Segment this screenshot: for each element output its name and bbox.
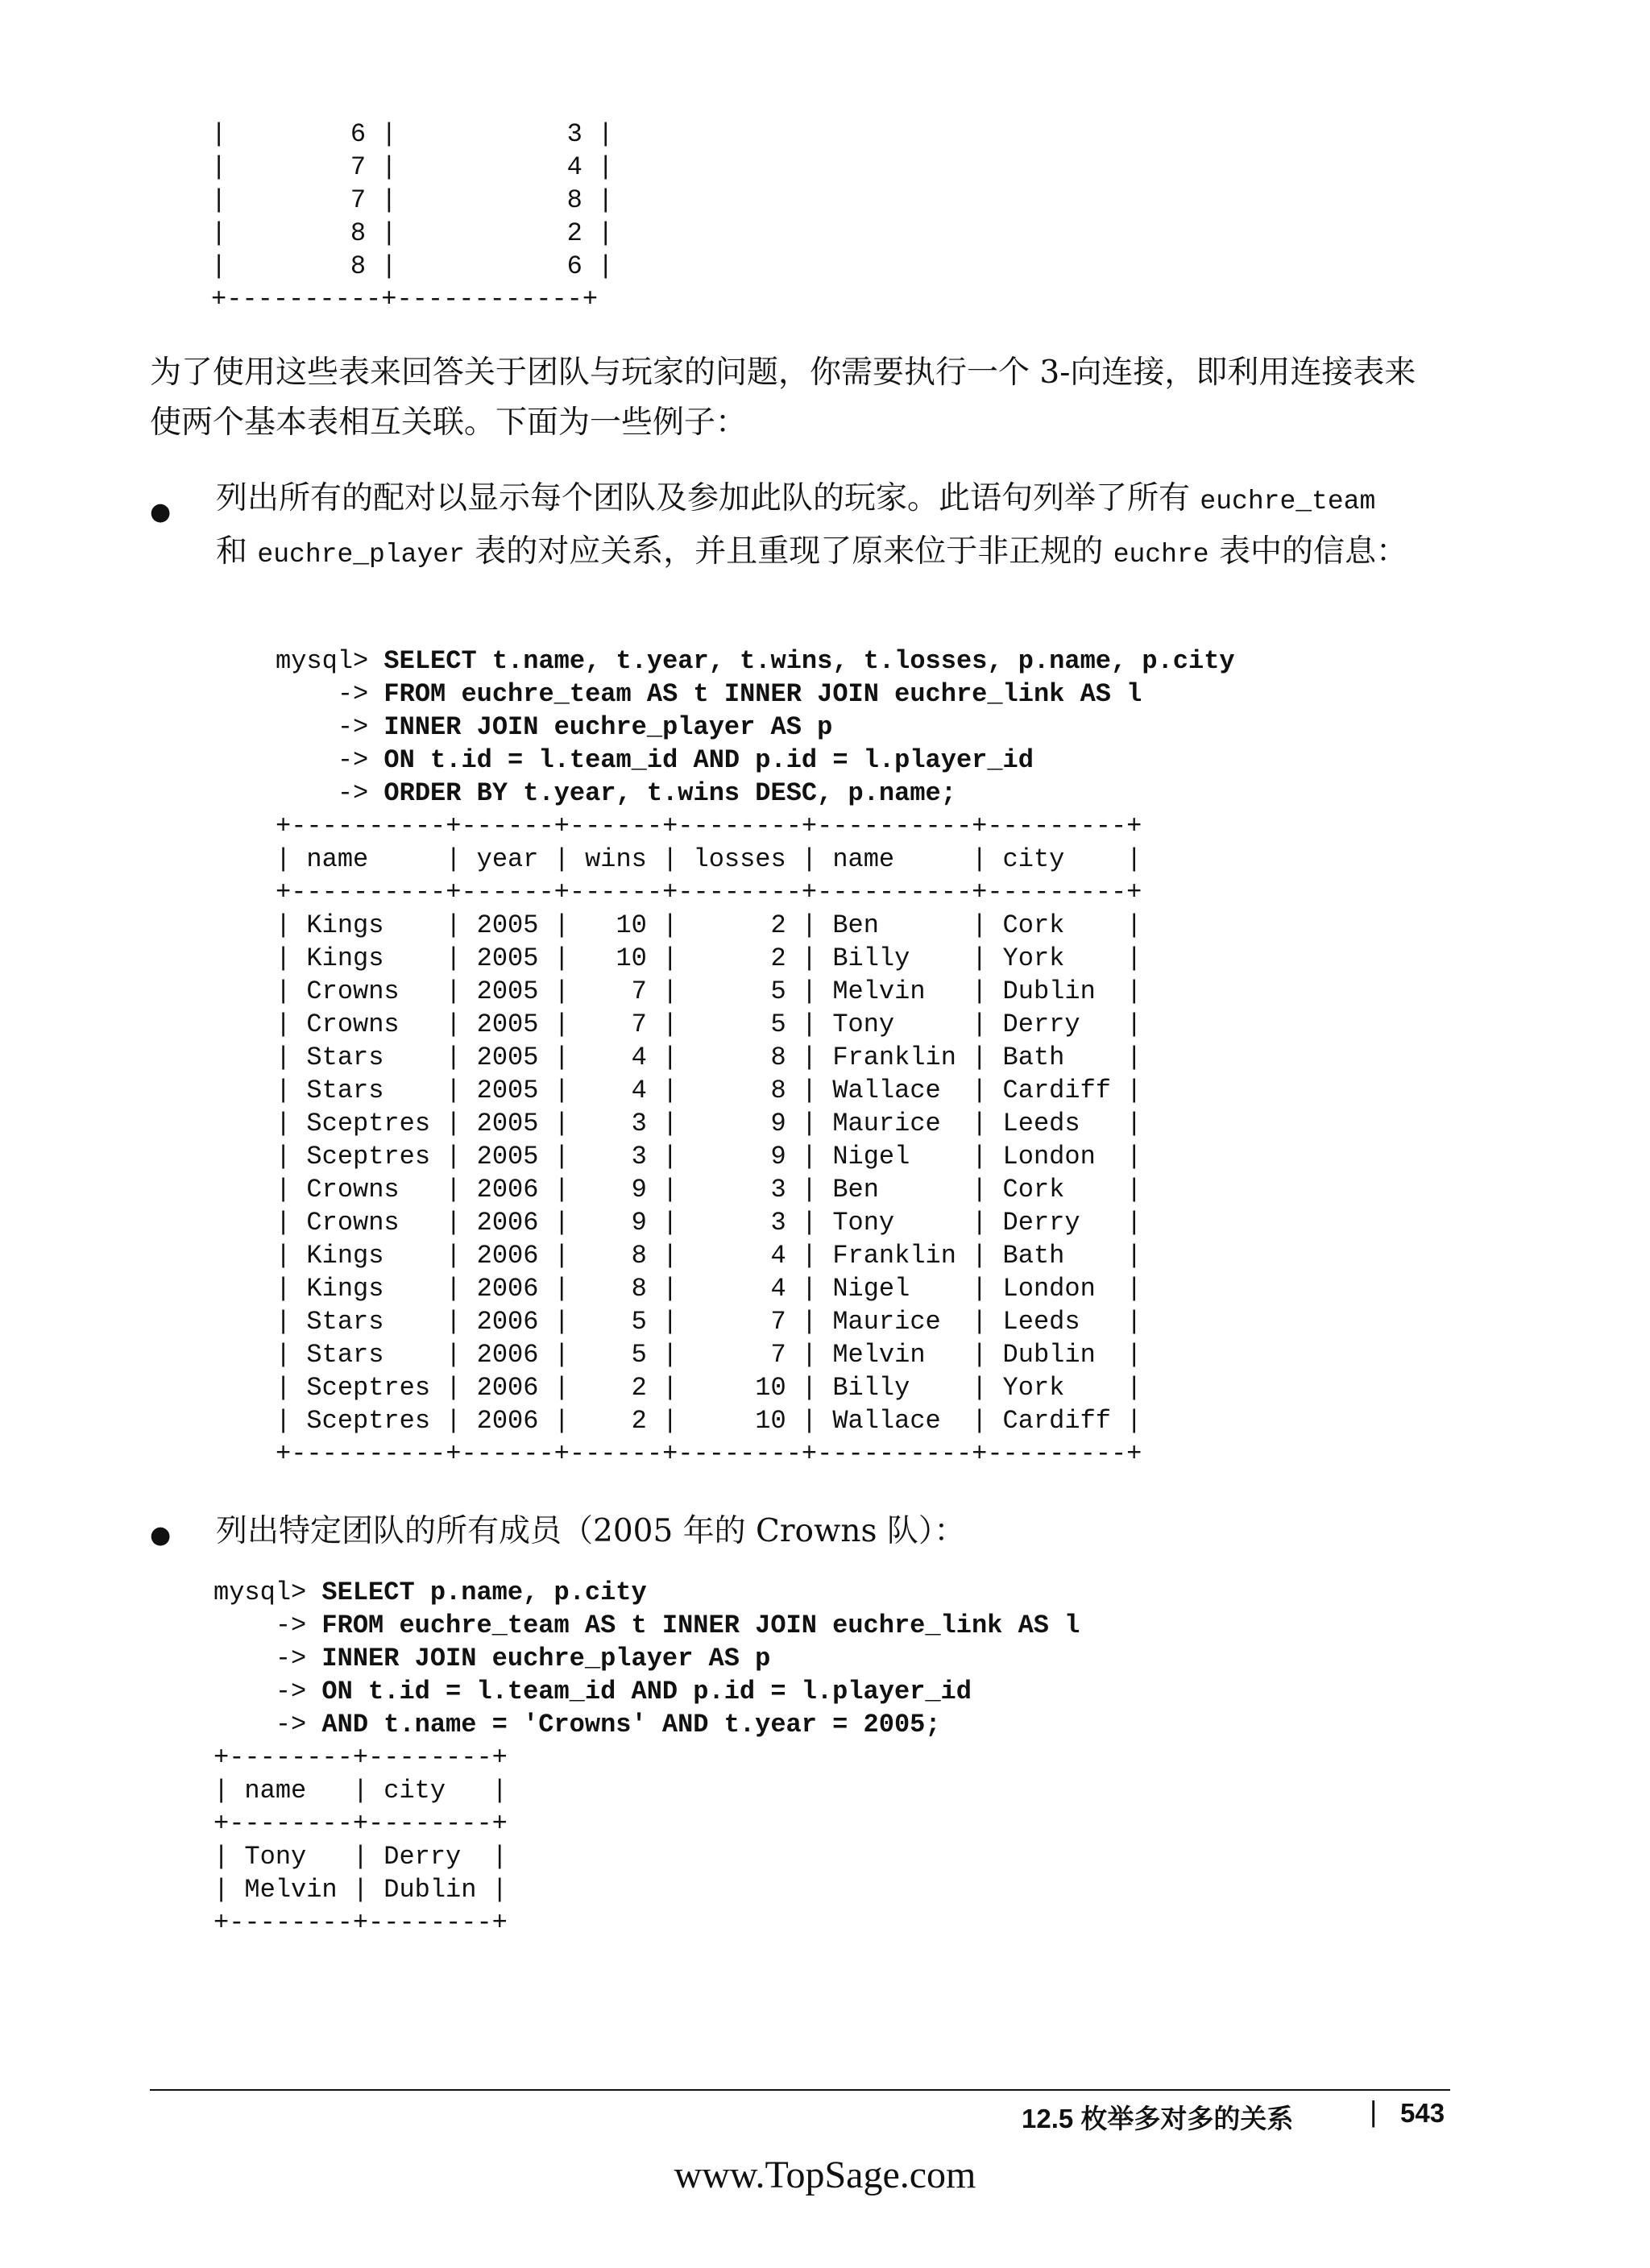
inline-code: euchre_player <box>257 540 465 570</box>
bullet-text-part: 列出所有的配对以显示每个团队及参加此队的玩家。此语句列举了所有 <box>216 480 1191 516</box>
bullet-text-part: 表中的信息： <box>1218 533 1407 570</box>
table-row: | Stars | 2005 | 4 | 8 | Wallace | Cardiff | <box>276 1076 1142 1105</box>
table-row: | Sceptres | 2005 | 3 | 9 | Maurice | Leeds | <box>276 1109 1142 1138</box>
prompt: -> <box>276 778 384 808</box>
table-row: | Melvin | Dublin | <box>214 1875 508 1905</box>
query-text: ON t.id = l.team_id AND p.id = l.player_id <box>383 745 1034 775</box>
code-line <box>214 1576 1080 1609</box>
footer-rule <box>150 2089 1450 2091</box>
page-number: 543 <box>1400 2098 1445 2128</box>
table-row: | Crowns | 2005 | 7 | 5 | Melvin | Dublin | <box>276 976 1142 1006</box>
prompt: -> <box>214 1644 322 1673</box>
table-header: | name | city | <box>214 1776 508 1806</box>
table-row: | Crowns | 2006 | 9 | 3 | Tony | Derry | <box>276 1208 1142 1238</box>
previous-table-tail <box>211 118 613 316</box>
table-border: +--------+--------+ <box>214 1809 508 1839</box>
code-line <box>276 711 1235 744</box>
code-line <box>214 1609 1080 1642</box>
table-border: +----------+------+------+--------+----------+---------+ <box>276 1439 1142 1469</box>
code-line <box>276 777 1235 810</box>
prompt: -> <box>276 745 384 775</box>
table-row: | 7 | 8 | <box>211 185 614 215</box>
table-row: | 8 | 2 | <box>211 218 614 248</box>
query-text: SELECT t.name, t.year, t.wins, t.losses, p.name, p.city <box>383 646 1235 676</box>
result-table <box>214 1741 508 1939</box>
query-text: INNER JOIN euchre_player AS p <box>383 712 833 742</box>
bullet-text-part: 表的对应关系，并且重现了原来位于非正规的 <box>475 533 1104 570</box>
prompt: mysql> <box>276 646 384 676</box>
table-row: | Sceptres | 2006 | 2 | 10 | Wallace | Cardiff | <box>276 1406 1142 1436</box>
watermark-text: www.TopSage.com <box>674 2154 976 2196</box>
table-row: | Kings | 2006 | 8 | 4 | Franklin | Bath | <box>276 1241 1142 1271</box>
code-line <box>214 1675 1080 1708</box>
table-row: | 7 | 4 | <box>211 152 614 182</box>
footer-section-title: 12.5 枚举多对多的关系 <box>1022 2104 1294 2133</box>
table-row: | Stars | 2006 | 5 | 7 | Maurice | Leeds | <box>276 1307 1142 1337</box>
query-text: FROM euchre_team AS t INNER JOIN euchre_link AS l <box>321 1611 1080 1640</box>
table-row: | Crowns | 2006 | 9 | 3 | Ben | Cork | <box>276 1175 1142 1204</box>
query-text: FROM euchre_team AS t INNER JOIN euchre_link AS l <box>383 679 1142 709</box>
prompt: -> <box>276 712 384 742</box>
query-text: SELECT p.name, p.city <box>321 1578 647 1607</box>
sql-query <box>276 645 1235 810</box>
bullet-text <box>216 474 1441 580</box>
table-border: +----------+------+------+--------+----------+---------+ <box>276 877 1142 907</box>
table-header: | name | year | wins | losses | name | city | <box>276 844 1142 874</box>
table-row: | Crowns | 2005 | 7 | 5 | Tony | Derry | <box>276 1010 1142 1039</box>
query-text: ON t.id = l.team_id AND p.id = l.player_id <box>321 1677 972 1706</box>
table-border: +----------+------+------+--------+----------+---------+ <box>276 811 1142 841</box>
table-border: +----------+------------+ <box>211 284 599 314</box>
inline-code: euchre_team <box>1200 487 1376 516</box>
query-text: INNER JOIN euchre_player AS p <box>321 1644 771 1673</box>
prompt: mysql> <box>214 1578 322 1607</box>
footer-separator: | <box>1370 2095 1378 2128</box>
bullet-text: 列出特定团队的所有成员（2005 年的 Crowns 队）： <box>216 1513 966 1549</box>
query-text: ORDER BY t.year, t.wins DESC, p.name; <box>383 778 956 808</box>
code-line <box>276 645 1235 678</box>
table-row: | Stars | 2005 | 4 | 8 | Franklin | Bath | <box>276 1043 1142 1072</box>
table-row: | Sceptres | 2006 | 2 | 10 | Billy | York | <box>276 1373 1142 1403</box>
table-row: | Tony | Derry | <box>214 1842 508 1872</box>
table-row: | Stars | 2006 | 5 | 7 | Melvin | Dublin | <box>276 1340 1142 1370</box>
result-table <box>276 810 1142 1470</box>
prompt: -> <box>214 1611 322 1640</box>
intro-paragraph: 为了使用这些表来回答关于团队与玩家的问题，你需要执行一个 3-向连接，即利用连接表来使两个基本表相互关联。下面为一些例子： <box>150 355 1416 441</box>
bullet-marker: ● <box>150 1521 172 1549</box>
table-row: | Kings | 2006 | 8 | 4 | Nigel | London | <box>276 1274 1142 1304</box>
sql-query <box>214 1576 1080 1741</box>
prompt: -> <box>276 679 384 709</box>
table-row: | Kings | 2005 | 10 | 2 | Billy | York | <box>276 943 1142 973</box>
table-row: | 6 | 3 | <box>211 119 614 149</box>
table-row: | Sceptres | 2005 | 3 | 9 | Nigel | London | <box>276 1142 1142 1171</box>
table-row: | Kings | 2005 | 10 | 2 | Ben | Cork | <box>276 910 1142 940</box>
bullet-text-part: 和 <box>216 533 248 570</box>
table-border: +--------+--------+ <box>214 1908 508 1938</box>
table-border: +--------+--------+ <box>214 1743 508 1773</box>
code-line <box>276 744 1235 777</box>
query-text: AND t.name = 'Crowns' AND t.year = 2005; <box>321 1710 941 1739</box>
prompt: -> <box>214 1677 322 1706</box>
bullet-marker: ● <box>150 498 172 526</box>
table-row: | 8 | 6 | <box>211 251 614 281</box>
inline-code: euchre <box>1113 540 1209 570</box>
code-line <box>276 678 1235 711</box>
code-line <box>214 1642 1080 1675</box>
code-line <box>214 1708 1080 1741</box>
prompt: -> <box>214 1710 322 1739</box>
